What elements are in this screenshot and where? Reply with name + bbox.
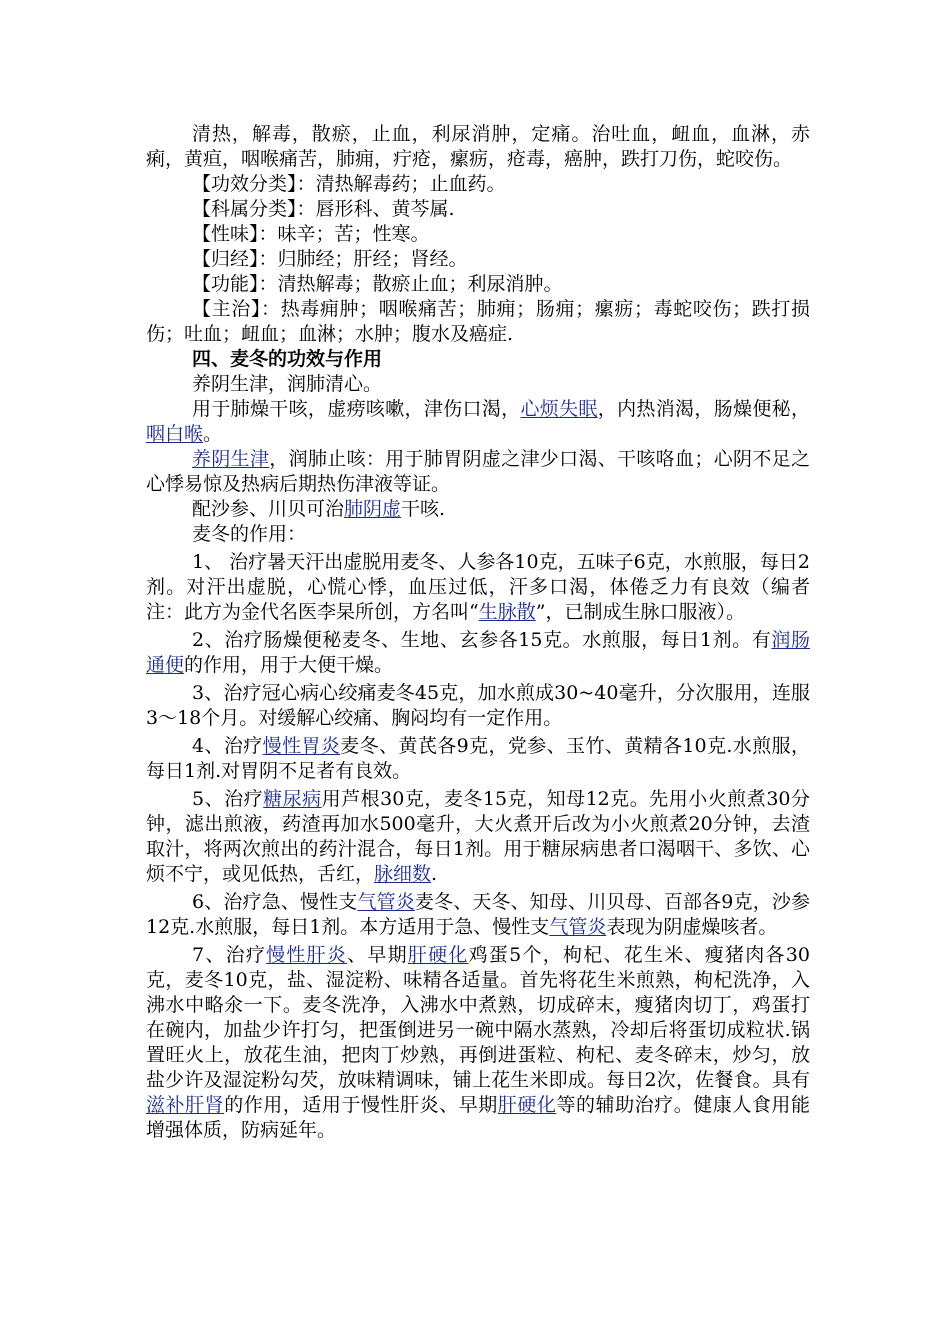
text-run: 干咳.	[401, 498, 446, 520]
text-run: ，润肺止咳：用于肺胃阴虚之津少口渴、干咳咯血；心阴不足之心悸易惊及热病后期热伤津液等证。	[146, 448, 810, 495]
paragraph	[146, 247, 810, 272]
hyperlink[interactable]: 气管炎	[357, 891, 415, 913]
hyperlink[interactable]: 慢性胃炎	[262, 735, 341, 757]
section-heading	[146, 347, 810, 372]
hyperlink[interactable]: 咽白喉	[146, 423, 204, 445]
text-run: 的作用，用于大便干燥。	[184, 654, 394, 676]
text-run: 6、治疗急、慢性支	[192, 891, 358, 913]
text-run: ，内热消渴，肠燥便秘，	[597, 398, 810, 420]
text-run: 。	[203, 423, 223, 445]
paragraph	[146, 550, 810, 625]
text-run: 清热，解毒，散瘀，止血，利尿消肿，定痛。治吐血，衄血，血淋，赤痢，黄疸，咽喉痛苦，肺痈，疔疮，瘰疬，疮毒，癌肿，跌打刀伤，蛇咬伤。	[146, 123, 810, 170]
hyperlink[interactable]: 脉细数	[374, 863, 432, 885]
text-run: 用于肺燥干咳，虚痨咳嗽，津伤口渴，	[192, 398, 521, 420]
text-run: 【功效分类】：清热解毒药；止血药。	[192, 173, 506, 195]
paragraph	[146, 522, 810, 547]
hyperlink[interactable]: 心烦失眠	[520, 398, 598, 420]
text-run: 麦冬、天冬、知母、川贝母、百部各9克，沙参12克.水煎服，每日1剂。本方适用于急、慢性支	[146, 891, 810, 938]
text-run: 5、治疗	[192, 788, 264, 810]
hyperlink[interactable]: 慢性肝炎	[266, 944, 348, 966]
paragraph	[146, 222, 810, 247]
paragraph	[146, 943, 810, 1143]
text-run: 4、治疗	[192, 735, 263, 757]
paragraph	[146, 272, 810, 297]
paragraph	[146, 681, 810, 731]
paragraph	[146, 197, 810, 222]
text-run: 、早期	[347, 944, 408, 966]
text-run: 3、治疗冠心病心绞痛麦冬45克，加水煎成30~40毫升，分次服用，连服3～18个月。对缓解心绞痛、胸闷均有一定作用。	[146, 682, 810, 729]
text-run: 麦冬的作用：	[192, 523, 307, 545]
text-run: 养阴生津，润肺清心。	[192, 373, 383, 395]
paragraph	[146, 890, 810, 940]
hyperlink[interactable]: 糖尿病	[263, 788, 322, 810]
hyperlink[interactable]: 肝硬化	[407, 944, 469, 966]
text-run: 表现为阴虚燥咳者。	[606, 916, 778, 938]
text-run: 的作用，适用于慢性肝炎、早期	[224, 1094, 498, 1116]
paragraph	[146, 497, 810, 522]
text-run: 【主治】：热毒痈肿；咽喉痛苦；肺痈；肠痈；瘰疬；毒蛇咬伤；跌打损伤；吐血；衄血；血淋；水肿；腹水及癌症.	[146, 298, 810, 345]
hyperlink[interactable]: 润肠通便	[146, 629, 810, 676]
text-run: 麦冬、黄芪各9克，党参、玉竹、黄精各10克.水煎服，每日1剂.对胃阴不足者有良效。	[146, 735, 810, 782]
text-run: 配沙参、川贝可治	[192, 498, 345, 520]
text-run: 2、治疗肠燥便秘麦冬、生地、玄参各15克。水煎服，每日1剂。有	[192, 629, 772, 651]
text-run: 【功能】：清热解毒；散瘀止血；利尿消肿。	[192, 273, 563, 295]
paragraph	[146, 447, 810, 497]
paragraph	[146, 172, 810, 197]
paragraph	[146, 734, 810, 784]
text-run: 四、麦冬的功效与作用	[192, 348, 383, 370]
hyperlink[interactable]: 滋补肝肾	[146, 1094, 225, 1116]
text-run: 用芦根30克，麦冬15克，知母12克。先用小火煎煮30分钟，滤出煎液，药渣再加水500毫升，大火煮开后改为小火煎煮20分钟，去渣取汁，将两次煎出的药汁混合，每日1剂。用于糖尿病患者口渴咽干、多饮、心烦不宁，或见低热，舌红，	[146, 788, 810, 885]
text-run: 7、治疗	[192, 944, 267, 966]
text-run: 【归经】：归肺经；肝经；肾经。	[192, 248, 468, 270]
paragraph	[146, 122, 810, 172]
paragraph	[146, 372, 810, 397]
hyperlink[interactable]: 养阴生津	[192, 448, 270, 470]
text-run: ”，已制成生脉口服液）。	[535, 601, 745, 623]
hyperlink[interactable]: 肺阴虚	[344, 498, 402, 520]
paragraph	[146, 397, 810, 447]
text-run: 等的辅助治疗。健康人食用能增强体质，防病延年。	[146, 1094, 810, 1141]
paragraph	[146, 628, 810, 678]
document-page	[146, 122, 810, 1143]
paragraph	[146, 297, 810, 347]
text-run: .	[431, 863, 438, 885]
text-run: 【性味】：味辛；苦；性寒。	[192, 223, 430, 245]
hyperlink[interactable]: 气管炎	[549, 916, 607, 938]
text-run: 鸡蛋5个，枸杞、花生米、瘦猪肉各30克，麦冬10克，盐、湿淀粉、味精各适量。首先将花生米煎熟，枸杞洗净，入沸水中略氽一下。麦冬洗净，入沸水中煮熟，切成碎末，瘦猪肉切丁，鸡蛋打在碗内，加盐少许打匀，把蛋倒进另一碗中隔水蒸熟，冷却后将蛋切成粒状.锅置旺火上，放花生油，把肉丁炒熟，再倒进蛋粒、枸杞、麦冬碎末，炒匀，放盐少许及湿淀粉勾芡，放味精调味，铺上花生米即成。每日2次，佐餐食。具有	[146, 944, 810, 1091]
paragraph	[146, 787, 810, 887]
hyperlink[interactable]: 生脉散	[478, 601, 536, 623]
text-run: 1、 治疗暑天汗出虚脱用麦冬、人参各10克，五味子6克，水煎服，每日2剂。对汗出虚脱，心慌心悸，血压过低，汗多口渴，体倦乏力有良效（编者注：此方为金代名医李杲所创，方名叫“	[146, 551, 810, 623]
hyperlink[interactable]: 肝硬化	[497, 1094, 557, 1116]
text-run: 【科属分类】：唇形科、黄芩属.	[192, 198, 455, 220]
